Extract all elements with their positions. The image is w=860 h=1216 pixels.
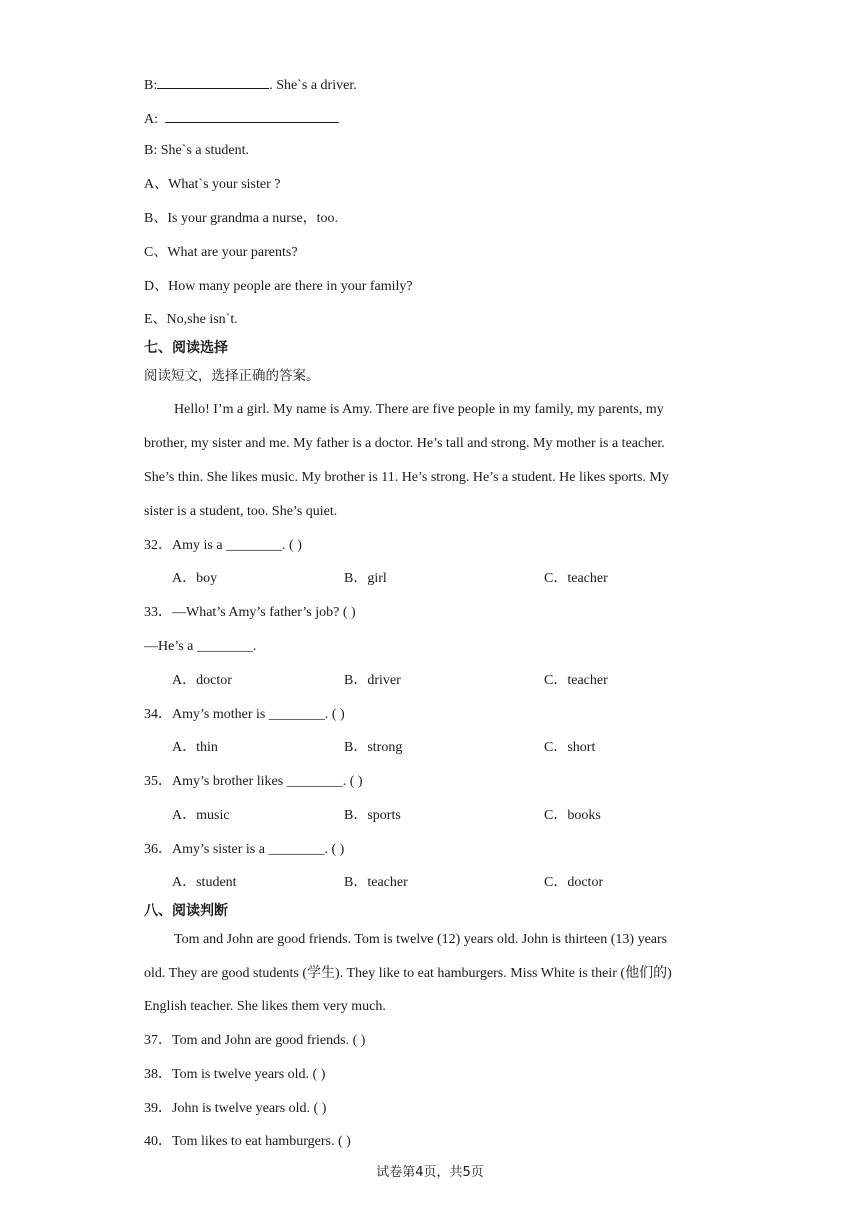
question-stem: 34．Amy’s mother is ________. ( ) bbox=[144, 707, 345, 722]
section-instruction: 阅读短文，选择正确的答案。 bbox=[144, 368, 320, 384]
passage-line: English teacher. She likes them very much. bbox=[144, 999, 386, 1014]
option-b[interactable]: B．driver bbox=[344, 673, 401, 688]
question-stem: 36．Amy’s sister is a ________. ( ) bbox=[144, 842, 345, 857]
judgement-statement: 39．John is twelve years old. ( ) bbox=[144, 1101, 327, 1116]
passage-line: Tom and John are good friends. Tom is twelve (12) years old. John is thirteen (13) years bbox=[174, 932, 668, 947]
option-a[interactable]: A．doctor bbox=[172, 673, 232, 688]
section-title: 八、阅读判断 bbox=[144, 903, 228, 919]
speaker-b: B: bbox=[144, 78, 158, 93]
section-title: 七、阅读选择 bbox=[144, 340, 228, 356]
dialogue-line-a2 bbox=[144, 108, 339, 129]
dialogue-option: A、What`s your sister ? bbox=[144, 177, 281, 192]
option-b[interactable]: B．girl bbox=[344, 571, 387, 586]
dialogue-text: . She`s a driver. bbox=[269, 78, 357, 93]
dialogue-option: B、Is your grandma a nurse，too. bbox=[144, 211, 339, 226]
option-a[interactable]: A．music bbox=[172, 808, 230, 823]
dialogue-option: C、What are your parents? bbox=[144, 245, 298, 260]
option-c[interactable]: C．short bbox=[544, 740, 596, 755]
answer-blank[interactable] bbox=[157, 74, 269, 89]
option-a[interactable]: A．boy bbox=[172, 571, 218, 586]
option-c[interactable]: C．doctor bbox=[544, 875, 604, 890]
question-stem: 35．Amy’s brother likes ________. ( ) bbox=[144, 774, 363, 789]
passage-line: brother, my sister and me. My father is a doctor. He’s tall and strong. My mother is a teacher. bbox=[144, 436, 665, 451]
question-extra: —He’s a ________. bbox=[144, 639, 257, 654]
option-c[interactable]: C．teacher bbox=[544, 673, 608, 688]
answer-blank[interactable] bbox=[165, 108, 339, 123]
passage-line: Hello! I’m a girl. My name is Amy. There are five people in my family, my parents, my bbox=[174, 402, 664, 417]
option-c[interactable]: C．books bbox=[544, 808, 601, 823]
option-b[interactable]: B．strong bbox=[344, 740, 403, 755]
option-b[interactable]: B．teacher bbox=[344, 875, 408, 890]
question-stem: 33．—What’s Amy’s father’s job? ( ) bbox=[144, 605, 356, 620]
judgement-statement: 40．Tom likes to eat hamburgers. ( ) bbox=[144, 1134, 351, 1149]
dialogue-option: D、How many people are there in your family? bbox=[144, 279, 413, 294]
question-stem: 32．Amy is a ________. ( ) bbox=[144, 538, 302, 553]
passage-line: She’s thin. She likes music. My brother is 11. He’s strong. He’s a student. He likes sports. My bbox=[144, 470, 669, 485]
dialogue-option: E、No,she isn`t. bbox=[144, 312, 238, 327]
page-footer: 试卷第4页，共5页 bbox=[376, 1165, 484, 1180]
passage-line: sister is a student, too. She’s quiet. bbox=[144, 504, 338, 519]
option-c[interactable]: C．teacher bbox=[544, 571, 608, 586]
dialogue-line-b2: B: She`s a student. bbox=[144, 143, 249, 158]
option-b[interactable]: B．sports bbox=[344, 808, 401, 823]
option-a[interactable]: A．student bbox=[172, 875, 237, 890]
judgement-statement: 38．Tom is twelve years old. ( ) bbox=[144, 1067, 326, 1082]
option-a[interactable]: A．thin bbox=[172, 740, 218, 755]
dialogue-line-b1 bbox=[144, 74, 357, 95]
speaker-a: A: bbox=[144, 112, 158, 127]
passage-line: old. They are good students (学生). They like to eat hamburgers. Miss White is their (他们的) bbox=[144, 966, 672, 981]
judgement-statement: 37．Tom and John are good friends. ( ) bbox=[144, 1033, 366, 1048]
